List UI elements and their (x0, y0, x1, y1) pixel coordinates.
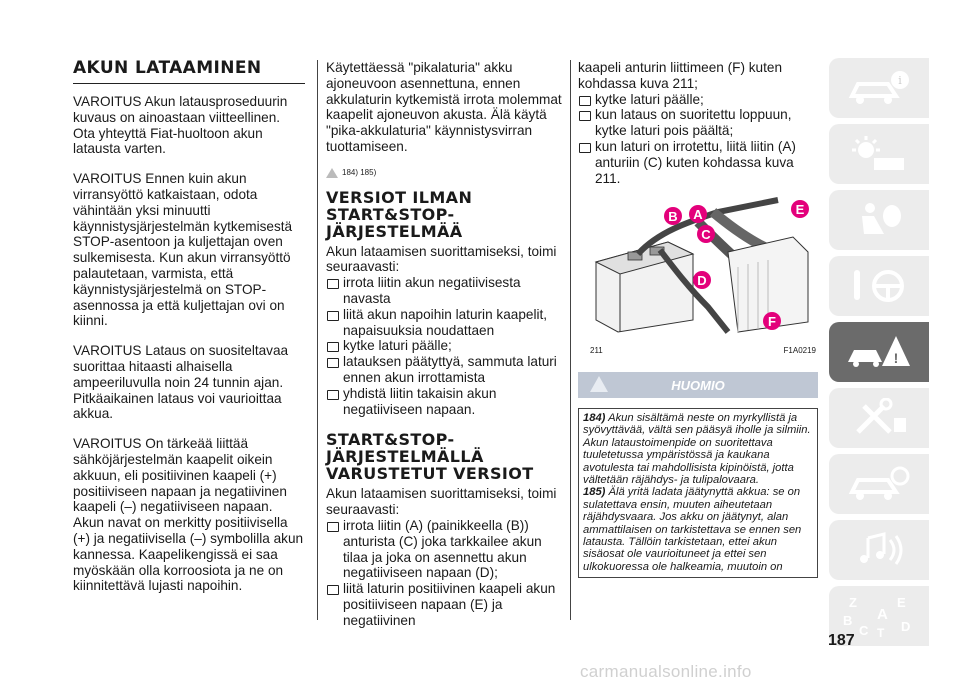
intro-paragraph: Käytettäessä "pikalaturia" akku ajoneuvoon asennettuna, ennen akkulaturin kytkemistä irrota molemmat kaapelit ajoneuvon akusta. Älä käytä "pika-akkulaturia" käynnistysvirran tuottamiseen. (326, 60, 562, 154)
section-intro: Akun lataamisen suorittamiseksi, toimi seuraavasti: (326, 243, 557, 275)
column-3 (578, 60, 818, 362)
battery-illustration (578, 192, 818, 342)
svg-text:Z: Z (849, 595, 857, 610)
figure-label-b: B (668, 209, 678, 225)
warning-paragraph: VAROITUS On tärkeää liittää sähköjärjestelmän kaapelit oikein akkuun, eli positiivinen kaapeli (+) positiiviseen napaan ja negatiivinen kaapeli (–) negatiiviseen napaan. Akun navat on merkitty positiivisella (+) ja negatiivisella (–) symbolilla akun kannessa. Kaapelikengissä ei saa myöskään olla korroosiota ja ne on kiinnitettävä lujasti napoihin. (73, 436, 304, 594)
list-item: liitä akun napoihin laturin kaapelit, napaisuuksia noudattaen (326, 307, 564, 339)
car-info-icon (844, 68, 914, 108)
page-number: 187 (828, 632, 855, 649)
tab-servicing[interactable] (829, 388, 929, 448)
dashboard-lights-icon (844, 134, 914, 174)
chapter-tabs (829, 58, 929, 652)
figure-label-e: E (795, 202, 805, 218)
tab-starting-driving[interactable] (829, 256, 929, 316)
checkbox-bullet-icon (327, 342, 339, 352)
column-2 (326, 60, 564, 629)
figure-label-d: D (697, 273, 707, 289)
tab-safety[interactable] (829, 190, 929, 250)
column-divider (317, 60, 318, 620)
svg-text:A: A (877, 606, 888, 623)
notice-header (578, 372, 818, 398)
svg-text:B: B (843, 613, 853, 628)
notice-item: 185) Älä yritä ladata jäätynyttä akkua: se on sulatettava ensin, muuten aiheutetaan räjähdysvaara. Jos akku on jäätynyt, alan ammattilaisen on tarkistettava se ennen sen latausta. Tällöin tarkistetaan, ettei akun sisäosat ole vaurioituneet ja ettei sen ulkokuoressa ole halkeamia, muutoin on (583, 486, 802, 573)
tab-dashboard-lights[interactable] (829, 124, 929, 184)
checkbox-bullet-icon (327, 585, 339, 595)
checkbox-bullet-icon (327, 279, 339, 289)
checkbox-bullet-icon (327, 390, 339, 400)
technical-data-icon (844, 464, 914, 504)
svg-text:C: C (859, 623, 869, 638)
figure-label-f: F (768, 314, 776, 330)
steering-wheel-icon (844, 266, 914, 306)
list-item: liitä laturin positiivinen kaapeli akun positiiviseen napaan (E) ja negatiivinen (326, 581, 564, 628)
checkbox-bullet-icon (579, 143, 591, 153)
figure-number: 211 (590, 346, 603, 356)
svg-text:E: E (897, 595, 906, 610)
figure-label-c: C (701, 227, 711, 243)
figure-code: F1A0219 (783, 346, 816, 356)
battery-figure (578, 192, 818, 362)
checkbox-bullet-icon (327, 311, 339, 321)
list-item: kun laturi on irrotettu, liitä liitin (A) anturiin (C) kuten kohdassa kuva 211. (578, 139, 818, 186)
section-heading: START&STOP-JÄRJESTELMÄLLÄ VARUSTETUT VERSIOT (326, 430, 534, 484)
list-item: yhdistä liitin takaisin akun negatiiviseen napaan. (326, 386, 564, 418)
svg-text:D: D (901, 619, 911, 634)
checkbox-bullet-icon (579, 96, 591, 106)
checkbox-bullet-icon (579, 111, 591, 121)
warning-paragraph: VAROITUS Ennen kuin akun virransyöttö katkaistaan, odota vähintään yksi minuutti käynnistysjärjestelmän kytkemisestä STOP-asentoon ja kuljettajan oven sulkemisesta. Kun akun virransyöttö palautetaan, varmista, että käynnistysjärjestelmä on STOP-asennossa ja että kuljettajan ovi on kiinni. (73, 171, 293, 329)
list-item: kytke laturi päälle; (578, 92, 818, 108)
list-item: irrota liitin akun negatiivisesta navasta (326, 275, 564, 307)
warning-triangle-icon (326, 168, 338, 178)
notice-title: HUOMIO (671, 377, 725, 393)
section-intro: Akun lataamisen suorittamiseksi, toimi seuraavasti: (326, 486, 557, 518)
checkbox-bullet-icon (327, 522, 339, 532)
svg-text:i: i (898, 74, 902, 87)
continued-paragraph: kaapeli anturin liittimeen (F) kuten kohdassa kuva 211; (578, 60, 782, 91)
column-divider (570, 60, 571, 620)
svg-text:!: ! (893, 350, 899, 366)
checkbox-bullet-icon (327, 358, 339, 368)
notice-item: 184) Akun sisältämä neste on myrkyllistä ja syövyttävää, vältä sen pääsyä iholle ja silmiin. Akun lataustoimenpide on suoritettava tuuletetussa ympäristössä ja kaukana avotulesta tai mahdollisista kipinöistä, jotta vältetään räjähdys- ja tulipalovaara. (583, 412, 811, 487)
multimedia-icon (844, 530, 914, 570)
column-1 (73, 60, 305, 608)
tab-technical-data[interactable] (829, 454, 929, 514)
warning-paragraph: VAROITUS Akun latausproseduurin kuvaus on ainoastaan viitteellinen. Ota yhteyttä Fiat-huoltoon akun latausta varten. (73, 94, 288, 157)
svg-text:T: T (877, 626, 885, 639)
list-item: kun lataus on suoritettu loppuun, kytke laturi pois päältä; (578, 107, 818, 139)
warning-triangle-icon (590, 376, 608, 392)
tab-emergency[interactable] (829, 322, 929, 382)
tab-car-info[interactable] (829, 58, 929, 118)
title-underline (73, 83, 305, 84)
note-references: 184) 185) (326, 165, 564, 181)
section-heading: VERSIOT ILMAN START&STOP-JÄRJESTELMÄÄ (326, 187, 473, 241)
figure-label-a: A (693, 207, 703, 223)
page-title: AKUN LATAAMINEN (73, 58, 262, 78)
watermark: carmanualsonline.info (580, 662, 752, 681)
tab-multimedia[interactable] (829, 520, 929, 580)
warning-notice (578, 372, 818, 578)
list-item: latauksen päätyttyä, sammuta laturi ennen akun irrottamista (326, 354, 564, 386)
notice-body (578, 408, 818, 578)
warning-paragraph: VAROITUS Lataus on suositeltavaa suorittaa hitaasti alhaisella ampeeriluvulla noin 24 tunnin ajan. Pitkäaikainen lataus voi vaurioittaa akkua. (73, 343, 289, 422)
list-item: kytke laturi päälle; (326, 338, 564, 354)
airbag-seat-icon (844, 200, 914, 240)
service-tools-icon (844, 398, 914, 438)
list-item: irrota liitin (A) (painikkeella (B)) anturista (C) joka tarkkailee akun tilaa ja joka on asennettu akun negatiiviseen napaan (D); (326, 518, 564, 581)
car-warning-triangle-icon (844, 332, 914, 372)
